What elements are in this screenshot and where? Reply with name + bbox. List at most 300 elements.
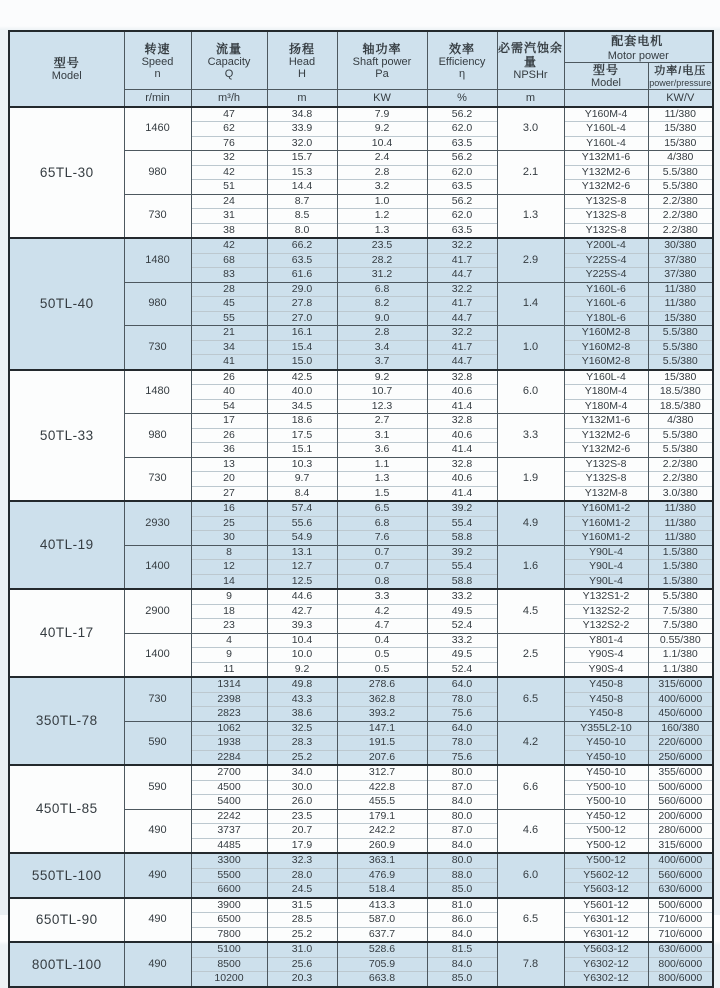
table-row <box>9 370 713 385</box>
motor-model-cell: Y132M2-6 <box>564 180 648 195</box>
head-cell: 29.0 <box>267 282 337 297</box>
motor-power-cell: 1.1/380 <box>648 662 713 677</box>
shaft-power-cell: 1.2 <box>337 209 427 224</box>
motor-model-cell: Y132S1-2 <box>564 589 648 604</box>
capacity-cell: 11 <box>191 662 267 677</box>
table-row <box>9 853 713 868</box>
motor-power-cell: 200/6000 <box>648 809 713 824</box>
motor-power-cell: 630/6000 <box>648 942 713 957</box>
head-cell: 34.5 <box>267 399 337 414</box>
shaft-power-cell: 362.8 <box>337 692 427 707</box>
capacity-cell: 41 <box>191 355 267 370</box>
efficiency-cell: 58.8 <box>427 574 497 589</box>
efficiency-cell: 64.0 <box>427 721 497 736</box>
efficiency-cell: 52.4 <box>427 619 497 634</box>
capacity-cell: 10200 <box>191 972 267 987</box>
capacity-cell: 34 <box>191 340 267 355</box>
motor-power-cell: 800/6000 <box>648 972 713 987</box>
head-cell: 63.5 <box>267 253 337 268</box>
capacity-cell: 42 <box>191 238 267 253</box>
shaft-power-cell: 10.4 <box>337 136 427 151</box>
header-motor-model-zh: 型号 <box>592 63 619 77</box>
shaft-power-cell: 6.8 <box>337 282 427 297</box>
pump-model-cell: 800TL-100 <box>9 942 124 987</box>
speed-cell: 730 <box>124 326 191 370</box>
header-capacity-zh: 流量 <box>215 41 242 56</box>
motor-power-cell: 710/6000 <box>648 913 713 928</box>
shaft-power-cell: 4.7 <box>337 619 427 634</box>
shaft-power-cell: 587.0 <box>337 913 427 928</box>
motor-power-cell: 11/380 <box>648 531 713 546</box>
head-cell: 16.1 <box>267 326 337 341</box>
npshr-cell: 2.5 <box>497 633 564 677</box>
header-efficiency-zh: 效率 <box>448 41 475 56</box>
speed-cell: 590 <box>124 721 191 765</box>
efficiency-cell: 56.2 <box>427 107 497 122</box>
pump-model-cell: 50TL-33 <box>9 370 124 502</box>
motor-power-cell: 1.5/380 <box>648 545 713 560</box>
head-cell: 27.8 <box>267 297 337 312</box>
motor-model-cell: Y500-12 <box>564 838 648 853</box>
capacity-cell: 68 <box>191 253 267 268</box>
head-cell: 43.3 <box>267 692 337 707</box>
capacity-cell: 54 <box>191 399 267 414</box>
header-efficiency-en: Efficiency <box>438 55 486 68</box>
shaft-power-cell: 31.2 <box>337 268 427 283</box>
shaft-power-cell: 0.4 <box>337 633 427 648</box>
head-cell: 17.9 <box>267 838 337 853</box>
head-cell: 34.0 <box>267 765 337 780</box>
npshr-cell: 4.2 <box>497 721 564 765</box>
motor-power-cell: 560/6000 <box>648 795 713 810</box>
capacity-cell: 2284 <box>191 750 267 765</box>
shaft-power-cell: 528.6 <box>337 942 427 957</box>
npshr-cell: 2.1 <box>497 151 564 195</box>
head-cell: 9.2 <box>267 662 337 677</box>
motor-model-cell: Y132M1-6 <box>564 151 648 166</box>
shaft-power-cell: 2.8 <box>337 165 427 180</box>
npshr-cell: 2.9 <box>497 238 564 282</box>
capacity-cell: 5100 <box>191 942 267 957</box>
head-cell: 33.9 <box>267 122 337 137</box>
table-header <box>9 31 713 107</box>
header-motor-power-voltage-en: power/pressure <box>649 77 712 88</box>
motor-model-cell: Y160M1-2 <box>564 531 648 546</box>
motor-power-cell: 15/380 <box>648 136 713 151</box>
motor-model-cell: Y132M2-6 <box>564 443 648 458</box>
head-cell: 24.5 <box>267 883 337 898</box>
motor-model-cell: Y6302-12 <box>564 972 648 987</box>
shaft-power-cell: 2.4 <box>337 151 427 166</box>
pump-model-cell: 650TL-90 <box>9 898 124 943</box>
motor-power-cell: 2.2/380 <box>648 209 713 224</box>
npshr-cell: 6.0 <box>497 853 564 898</box>
motor-model-cell: Y132S2-2 <box>564 619 648 634</box>
table-row <box>9 677 713 692</box>
header-capacity-symbol: Q <box>224 67 234 80</box>
motor-model-cell: Y450-8 <box>564 692 648 707</box>
efficiency-cell: 39.2 <box>427 545 497 560</box>
efficiency-cell: 87.0 <box>427 780 497 795</box>
speed-cell: 490 <box>124 942 191 987</box>
motor-power-cell: 15/380 <box>648 370 713 385</box>
head-cell: 12.7 <box>267 560 337 575</box>
efficiency-cell: 63.5 <box>427 180 497 195</box>
unit-capacity: m³/h <box>191 90 267 107</box>
capacity-cell: 6600 <box>191 883 267 898</box>
efficiency-cell: 32.2 <box>427 238 497 253</box>
pump-model-cell: 65TL-30 <box>9 107 124 239</box>
motor-power-cell: 11/380 <box>648 516 713 531</box>
pump-model-cell: 50TL-40 <box>9 238 124 370</box>
motor-power-cell: 280/6000 <box>648 824 713 839</box>
header-motor-en: Motor power <box>607 50 669 62</box>
head-cell: 42.7 <box>267 604 337 619</box>
header-speed-symbol: n <box>154 67 161 80</box>
motor-model-cell: Y6302-12 <box>564 957 648 972</box>
motor-model-cell: Y90L-4 <box>564 560 648 575</box>
motor-power-cell: 500/6000 <box>648 898 713 913</box>
motor-power-cell: 11/380 <box>648 107 713 122</box>
shaft-power-cell: 9.0 <box>337 311 427 326</box>
speed-cell: 980 <box>124 414 191 458</box>
capacity-cell: 13 <box>191 457 267 472</box>
efficiency-cell: 33.2 <box>427 633 497 648</box>
header-shaft-symbol: Pa <box>375 67 389 80</box>
efficiency-cell: 52.4 <box>427 662 497 677</box>
efficiency-cell: 78.0 <box>427 736 497 751</box>
efficiency-cell: 44.7 <box>427 355 497 370</box>
npshr-cell: 1.9 <box>497 457 564 501</box>
shaft-power-cell: 413.3 <box>337 898 427 913</box>
unit-motor-model <box>564 90 648 107</box>
motor-model-cell: Y225S-4 <box>564 253 648 268</box>
capacity-cell: 62 <box>191 122 267 137</box>
motor-model-cell: Y132S-8 <box>564 457 648 472</box>
capacity-cell: 21 <box>191 326 267 341</box>
motor-model-cell: Y450-10 <box>564 750 648 765</box>
shaft-power-cell: 7.9 <box>337 107 427 122</box>
unit-npshr: m <box>497 90 564 107</box>
speed-cell: 490 <box>124 809 191 853</box>
capacity-cell: 31 <box>191 209 267 224</box>
capacity-cell: 36 <box>191 443 267 458</box>
efficiency-cell: 41.4 <box>427 399 497 414</box>
efficiency-cell: 63.5 <box>427 136 497 151</box>
motor-power-cell: 5.5/380 <box>648 355 713 370</box>
shaft-power-cell: 0.5 <box>337 648 427 663</box>
table-row <box>9 765 713 780</box>
motor-model-cell: Y5601-12 <box>564 898 648 913</box>
unit-shaft: KW <box>337 90 427 107</box>
capacity-cell: 14 <box>191 574 267 589</box>
head-cell: 15.0 <box>267 355 337 370</box>
motor-model-cell: Y450-10 <box>564 765 648 780</box>
head-cell: 23.5 <box>267 809 337 824</box>
table-body <box>9 107 713 987</box>
head-cell: 8.4 <box>267 486 337 501</box>
npshr-cell: 4.5 <box>497 589 564 633</box>
shaft-power-cell: 6.5 <box>337 501 427 516</box>
head-cell: 9.7 <box>267 472 337 487</box>
motor-power-cell: 5.5/380 <box>648 428 713 443</box>
motor-power-cell: 7.5/380 <box>648 619 713 634</box>
motor-power-cell: 5.5/380 <box>648 340 713 355</box>
shaft-power-cell: 2.8 <box>337 326 427 341</box>
shaft-power-cell: 312.7 <box>337 765 427 780</box>
motor-power-cell: 315/6000 <box>648 838 713 853</box>
head-cell: 31.5 <box>267 898 337 913</box>
efficiency-cell: 41.7 <box>427 297 497 312</box>
capacity-cell: 3737 <box>191 824 267 839</box>
shaft-power-cell: 278.6 <box>337 677 427 692</box>
motor-power-cell: 4/380 <box>648 414 713 429</box>
motor-model-cell: Y160M1-2 <box>564 501 648 516</box>
motor-power-cell: 3.0/380 <box>648 486 713 501</box>
efficiency-cell: 41.4 <box>427 443 497 458</box>
header-efficiency-symbol: η <box>458 67 466 80</box>
efficiency-cell: 32.2 <box>427 326 497 341</box>
motor-model-cell: Y132M1-6 <box>564 414 648 429</box>
npshr-cell: 3.3 <box>497 414 564 458</box>
capacity-cell: 23 <box>191 619 267 634</box>
shaft-power-cell: 179.1 <box>337 809 427 824</box>
speed-cell: 2930 <box>124 501 191 545</box>
capacity-cell: 2398 <box>191 692 267 707</box>
head-cell: 28.3 <box>267 736 337 751</box>
capacity-cell: 17 <box>191 414 267 429</box>
motor-power-cell: 710/6000 <box>648 927 713 942</box>
efficiency-cell: 39.2 <box>427 501 497 516</box>
motor-model-cell: Y355L2-10 <box>564 721 648 736</box>
table-row <box>9 238 713 253</box>
head-cell: 10.3 <box>267 457 337 472</box>
head-cell: 42.5 <box>267 370 337 385</box>
motor-model-cell: Y90S-4 <box>564 648 648 663</box>
motor-model-cell: Y500-12 <box>564 824 648 839</box>
motor-power-cell: 2.2/380 <box>648 457 713 472</box>
head-cell: 32.3 <box>267 853 337 868</box>
capacity-cell: 4500 <box>191 780 267 795</box>
header-head-zh: 扬程 <box>288 41 315 56</box>
capacity-cell: 26 <box>191 428 267 443</box>
shaft-power-cell: 0.8 <box>337 574 427 589</box>
header-motor-power <box>564 31 713 63</box>
motor-model-cell: Y160L-4 <box>564 122 648 137</box>
efficiency-cell: 62.0 <box>427 165 497 180</box>
motor-power-cell: 2.2/380 <box>648 194 713 209</box>
capacity-cell: 12 <box>191 560 267 575</box>
npshr-cell: 6.5 <box>497 677 564 721</box>
head-cell: 20.3 <box>267 972 337 987</box>
pump-model-cell: 550TL-100 <box>9 853 124 898</box>
motor-power-cell: 400/6000 <box>648 692 713 707</box>
capacity-cell: 42 <box>191 165 267 180</box>
motor-power-cell: 630/6000 <box>648 883 713 898</box>
capacity-cell: 9 <box>191 589 267 604</box>
shaft-power-cell: 0.7 <box>337 560 427 575</box>
motor-power-cell: 160/380 <box>648 721 713 736</box>
capacity-cell: 20 <box>191 472 267 487</box>
capacity-cell: 8500 <box>191 957 267 972</box>
motor-power-cell: 5.5/380 <box>648 589 713 604</box>
motor-model-cell: Y160L-4 <box>564 136 648 151</box>
speed-cell: 490 <box>124 853 191 898</box>
shaft-power-cell: 476.9 <box>337 868 427 883</box>
header-capacity <box>191 31 267 90</box>
shaft-power-cell: 10.7 <box>337 385 427 400</box>
shaft-power-cell: 8.2 <box>337 297 427 312</box>
npshr-cell: 4.6 <box>497 809 564 853</box>
motor-power-cell: 1.5/380 <box>648 560 713 575</box>
motor-power-cell: 315/6000 <box>648 677 713 692</box>
motor-model-cell: Y160L-6 <box>564 297 648 312</box>
motor-model-cell: Y160M-4 <box>564 107 648 122</box>
header-model-zh: 型号 <box>53 55 80 70</box>
motor-model-cell: Y450-8 <box>564 707 648 722</box>
header-motor-zh: 配套电机 <box>611 34 664 48</box>
pump-model-cell: 40TL-19 <box>9 501 124 589</box>
motor-power-cell: 1.1/380 <box>648 648 713 663</box>
capacity-cell: 4485 <box>191 838 267 853</box>
header-npshr-en: NPSHr <box>513 68 548 81</box>
shaft-power-cell: 518.4 <box>337 883 427 898</box>
head-cell: 57.4 <box>267 501 337 516</box>
capacity-cell: 45 <box>191 297 267 312</box>
capacity-cell: 32 <box>191 151 267 166</box>
head-cell: 8.0 <box>267 223 337 238</box>
efficiency-cell: 84.0 <box>427 795 497 810</box>
head-cell: 61.6 <box>267 268 337 283</box>
capacity-cell: 5500 <box>191 868 267 883</box>
capacity-cell: 6500 <box>191 913 267 928</box>
motor-model-cell: Y132M2-6 <box>564 428 648 443</box>
npshr-cell: 1.0 <box>497 326 564 370</box>
motor-model-cell: Y500-10 <box>564 780 648 795</box>
head-cell: 30.0 <box>267 780 337 795</box>
head-cell: 10.0 <box>267 648 337 663</box>
capacity-cell: 28 <box>191 282 267 297</box>
motor-model-cell: Y5603-12 <box>564 883 648 898</box>
header-model-en: Model <box>51 69 82 82</box>
motor-power-cell: 7.5/380 <box>648 604 713 619</box>
motor-power-cell: 30/380 <box>648 238 713 253</box>
shaft-power-cell: 7.6 <box>337 531 427 546</box>
head-cell: 26.0 <box>267 795 337 810</box>
capacity-cell: 47 <box>191 107 267 122</box>
head-cell: 17.5 <box>267 428 337 443</box>
motor-power-cell: 37/380 <box>648 268 713 283</box>
header-motor-power-voltage-zh: 功率/电压 <box>654 64 707 77</box>
motor-model-cell: Y90L-4 <box>564 574 648 589</box>
capacity-cell: 30 <box>191 531 267 546</box>
header-speed <box>124 31 191 90</box>
unit-speed: r/min <box>124 90 191 107</box>
shaft-power-cell: 3.4 <box>337 340 427 355</box>
npshr-cell: 1.4 <box>497 282 564 326</box>
motor-model-cell: Y132S-8 <box>564 209 648 224</box>
shaft-power-cell: 260.9 <box>337 838 427 853</box>
header-capacity-en: Capacity <box>207 55 251 68</box>
shaft-power-cell: 4.2 <box>337 604 427 619</box>
shaft-power-cell: 1.3 <box>337 223 427 238</box>
shaft-power-cell: 455.5 <box>337 795 427 810</box>
motor-model-cell: Y6301-12 <box>564 913 648 928</box>
capacity-cell: 2700 <box>191 765 267 780</box>
capacity-cell: 1314 <box>191 677 267 692</box>
motor-power-cell: 18.5/380 <box>648 385 713 400</box>
motor-power-cell: 4/380 <box>648 151 713 166</box>
header-motor-model <box>564 63 648 90</box>
motor-power-cell: 15/380 <box>648 122 713 137</box>
efficiency-cell: 56.2 <box>427 194 497 209</box>
head-cell: 10.4 <box>267 633 337 648</box>
table-row <box>9 107 713 122</box>
shaft-power-cell: 147.1 <box>337 721 427 736</box>
table-row <box>9 589 713 604</box>
header-efficiency <box>427 31 497 90</box>
efficiency-cell: 63.5 <box>427 223 497 238</box>
motor-model-cell: Y801-4 <box>564 633 648 648</box>
efficiency-cell: 80.0 <box>427 809 497 824</box>
npshr-cell: 3.0 <box>497 107 564 151</box>
efficiency-cell: 40.6 <box>427 472 497 487</box>
shaft-power-cell: 1.5 <box>337 486 427 501</box>
head-cell: 55.6 <box>267 516 337 531</box>
efficiency-cell: 41.4 <box>427 486 497 501</box>
motor-model-cell: Y450-12 <box>564 809 648 824</box>
motor-power-cell: 0.55/380 <box>648 633 713 648</box>
capacity-cell: 18 <box>191 604 267 619</box>
shaft-power-cell: 6.8 <box>337 516 427 531</box>
motor-power-cell: 500/6000 <box>648 780 713 795</box>
motor-model-cell: Y500-12 <box>564 853 648 868</box>
table-row <box>9 501 713 516</box>
motor-model-cell: Y6301-12 <box>564 927 648 942</box>
capacity-cell: 2823 <box>191 707 267 722</box>
header-head-symbol: H <box>298 67 306 80</box>
shaft-power-cell: 422.8 <box>337 780 427 795</box>
npshr-cell: 1.3 <box>497 194 564 238</box>
head-cell: 18.6 <box>267 414 337 429</box>
motor-model-cell: Y132M-8 <box>564 486 648 501</box>
efficiency-cell: 32.8 <box>427 370 497 385</box>
efficiency-cell: 32.2 <box>427 282 497 297</box>
shaft-power-cell: 637.7 <box>337 927 427 942</box>
motor-model-cell: Y450-10 <box>564 736 648 751</box>
header-model <box>9 31 124 107</box>
motor-model-cell: Y90L-4 <box>564 545 648 560</box>
shaft-power-cell: 663.8 <box>337 972 427 987</box>
head-cell: 28.5 <box>267 913 337 928</box>
head-cell: 40.0 <box>267 385 337 400</box>
motor-model-cell: Y160M2-8 <box>564 355 648 370</box>
capacity-cell: 1938 <box>191 736 267 751</box>
capacity-cell: 3900 <box>191 898 267 913</box>
head-cell: 34.8 <box>267 107 337 122</box>
shaft-power-cell: 363.1 <box>337 853 427 868</box>
head-cell: 31.0 <box>267 942 337 957</box>
motor-power-cell: 2.2/380 <box>648 472 713 487</box>
capacity-cell: 16 <box>191 501 267 516</box>
head-cell: 15.1 <box>267 443 337 458</box>
motor-model-cell: Y160L-4 <box>564 370 648 385</box>
header-speed-en: Speed <box>141 55 174 68</box>
motor-power-cell: 5.5/380 <box>648 443 713 458</box>
speed-cell: 1400 <box>124 545 191 589</box>
pump-model-cell: 40TL-17 <box>9 589 124 677</box>
motor-model-cell: Y160M2-8 <box>564 326 648 341</box>
